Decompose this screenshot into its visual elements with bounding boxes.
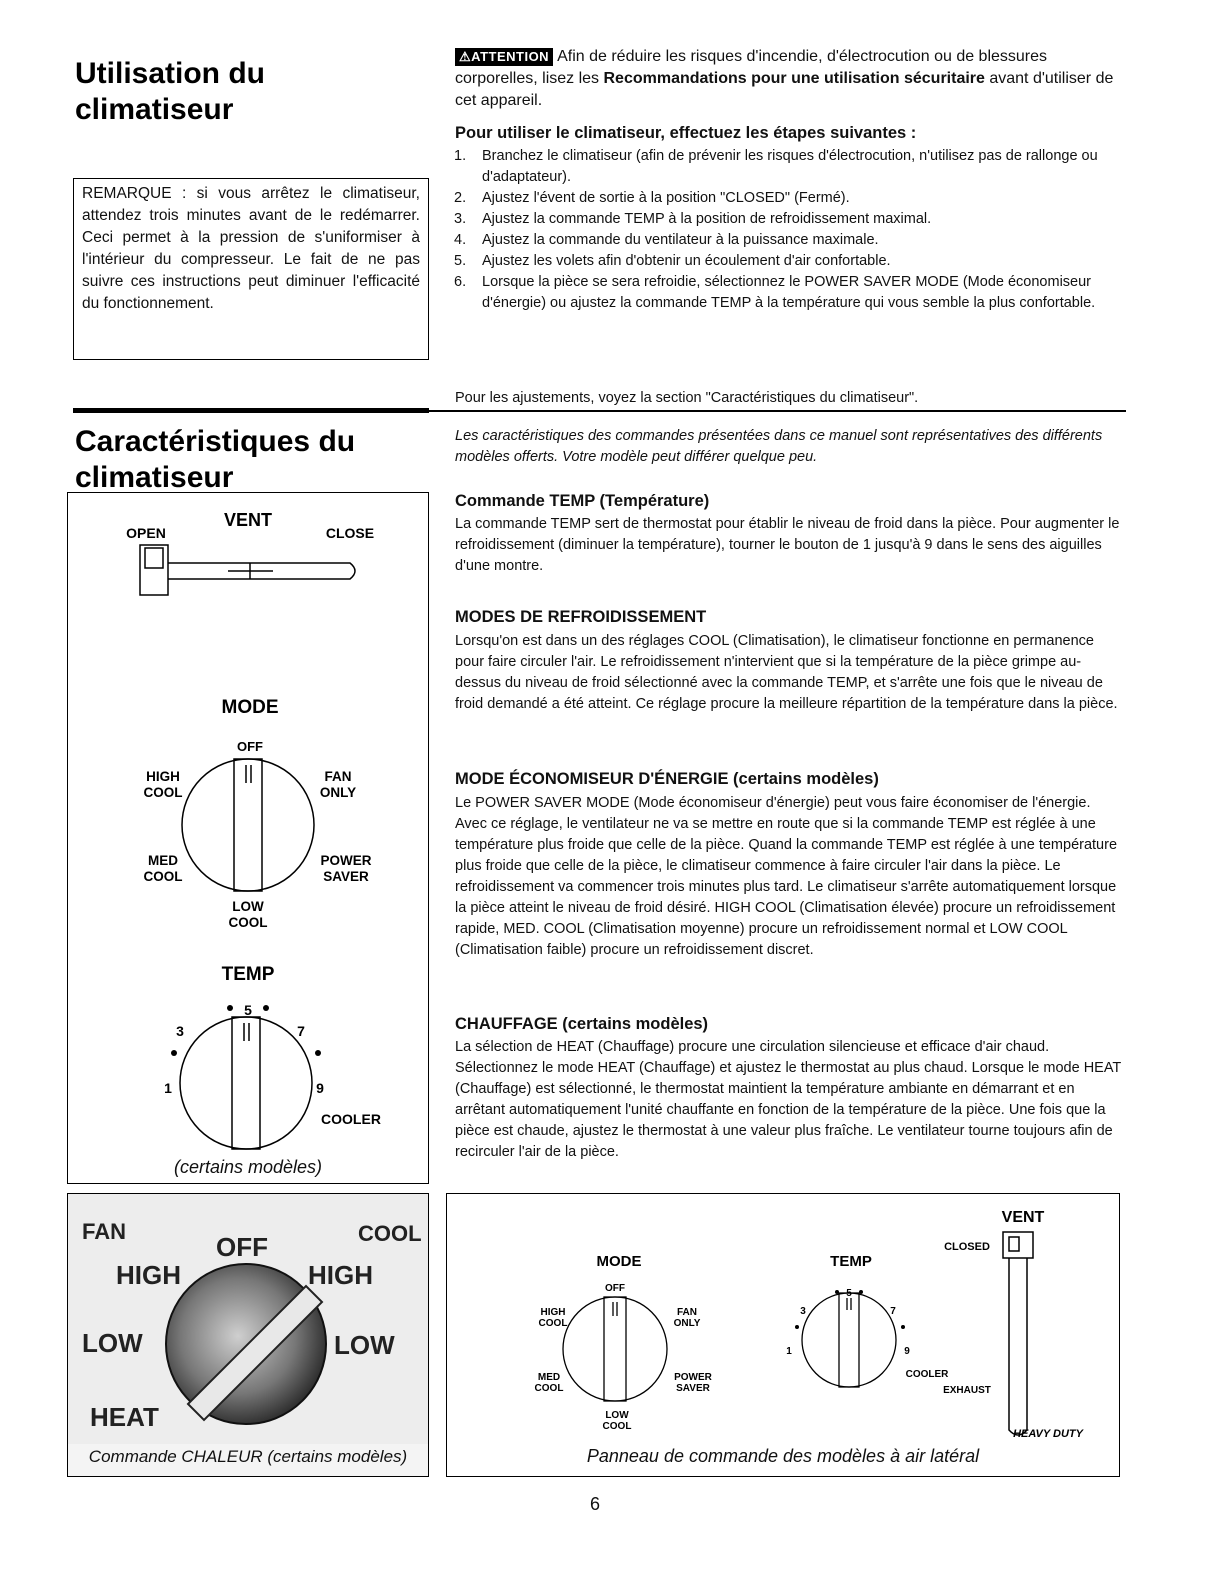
- p3-temp-label: TEMP: [830, 1253, 872, 1270]
- heat-high-left-label: HIGH: [116, 1260, 181, 1290]
- temp-7-label: 7: [297, 1023, 305, 1039]
- page-number: 6: [589, 1494, 600, 1514]
- mode-label: MODE: [221, 697, 279, 718]
- step-number: 6.: [454, 274, 467, 290]
- p3-power-label: POWER: [674, 1372, 712, 1383]
- modes-text: Lorsqu'on est dans un des réglages COOL (Climatisation), le climatiseur fonctionne en permanence pour faire circuler l'air. Le refroidissement n'intervient que si la température de la pièce grimpe au-dessus du niveau de froid sélectionné avec la commande TEMP, et s'arrête une fois que le niveau de froid demandé a été atteint. Ce réglage procure la meilleure répartition de la température dans la pièce.: [455, 633, 1118, 712]
- side-air-panel-svg: [447, 1194, 1119, 1444]
- step-number: 5.: [454, 253, 467, 269]
- p3-t1-label: 1: [786, 1346, 792, 1357]
- p3-exhaust-label: EXHAUST: [943, 1385, 991, 1396]
- step-number: 4.: [454, 232, 467, 248]
- p3-mode-label: MODE: [596, 1253, 642, 1270]
- mode-only-label: ONLY: [319, 785, 357, 800]
- vent-label: VENT: [223, 510, 273, 530]
- steps-list: [452, 146, 1127, 314]
- section-title-caracteristiques: [75, 424, 435, 496]
- heat-off-label: OFF: [216, 1232, 268, 1262]
- control-panel-svg: [68, 493, 428, 1183]
- p3-off-label: OFF: [605, 1283, 625, 1294]
- step-item: [452, 188, 1127, 209]
- mode-knob: [182, 759, 314, 891]
- title-line: climatiseur: [75, 461, 234, 494]
- title-line: Caractéristiques du: [75, 425, 356, 458]
- mode-high-cool-label: COOL: [143, 785, 183, 800]
- eco-text: Le POWER SAVER MODE (Mode économiseur d'énergie) peut vous faire économiser de l'énergie. Avec ce réglage, le ventilateur ne va se mettre en route que si la commande TEMP est réglée à une température plus froide que celle de la pièce. Quand la commande TEMP est réglée à une température plus froide que celle de la pièce, le climatiseur commence à faire circuler l'air dans la pièce. Le refroidissement va commencer trois minutes plus tard. Le climatiseur s'arrête automatiquement lorsque la pièce atteint le niveau de froid désiré. HIGH COOL (Climatisation élevée) procure un refroidissement rapide, MED. COOL (Climatisation moyenne) procure un refroidissement normal et LOW COOL (Climatisation faible) procure un refroidissement discret.: [455, 795, 1118, 958]
- step-text: Ajustez la commande du ventilateur à la puissance maximale.: [482, 232, 879, 248]
- heat-low-left-label: LOW: [82, 1328, 143, 1358]
- mode-high-label: HIGH: [146, 769, 180, 784]
- p3-t5-label: 5: [846, 1288, 852, 1299]
- p3-t3-label: 3: [800, 1306, 806, 1317]
- heat-heat-label: HEAT: [90, 1402, 159, 1432]
- heat-control-svg: [68, 1194, 428, 1444]
- mode-med-cool-label: COOL: [143, 869, 183, 884]
- mode-low-label: LOW: [232, 899, 264, 914]
- step-item: [452, 251, 1127, 272]
- p3-med-cool-label: COOL: [534, 1383, 564, 1394]
- p3-temp-knob: [802, 1293, 896, 1387]
- panel2-caption: Commande CHALEUR (certains modèles): [88, 1447, 408, 1466]
- p3-high-cool-label: COOL: [538, 1318, 568, 1329]
- temp-cooler-label: COOLER: [321, 1111, 381, 1127]
- warning-paragraph: [455, 46, 1125, 112]
- title-line: Utilisation du: [75, 57, 265, 90]
- p3-vent-label: VENT: [1001, 1209, 1045, 1226]
- step-text: Branchez le climatiseur (afin de prévenir les risques d'électrocution, n'utilisez pas de rallonge ou d'adaptateur).: [482, 148, 1098, 185]
- note-text: REMARQUE : si vous arrêtez le climatiseur, attendez trois minutes avant de le redémarrer. Ceci permet à la pression de s'uniformiser à l'intérieur du compresseur. Le fait de ne pas suivre ces instructions peut diminuer l'efficacité du fonctionnement.: [82, 185, 420, 312]
- step-text: Ajustez les volets afin d'obtenir un écoulement d'air confortable.: [482, 253, 891, 269]
- mode-saver-label: SAVER: [323, 869, 369, 884]
- mode-power-label: POWER: [320, 853, 372, 868]
- temp-5-label: 5: [244, 1002, 252, 1018]
- p3-low-cool-label: COOL: [602, 1421, 632, 1432]
- panel3-caption: Panneau de commande des modèles à air latéral: [586, 1446, 980, 1466]
- warning-text-end: avant d'utiliser de cet appareil.: [455, 70, 1114, 109]
- temp-knob: [180, 1017, 312, 1149]
- p3-only-label: ONLY: [673, 1318, 701, 1329]
- p3-heavy-duty-label: HEAVY DUTY: [1013, 1428, 1083, 1440]
- mode-off-label: OFF: [237, 739, 263, 754]
- heat-high-right-label: HIGH: [308, 1260, 373, 1290]
- warning-bold-text: Recommandations pour une utilisation sécuritaire: [603, 70, 985, 87]
- p3-low-label: LOW: [605, 1410, 629, 1421]
- vent-slider: [140, 545, 355, 595]
- step-text: Ajustez l'évent de sortie à la position "CLOSED" (Fermé).: [482, 190, 850, 206]
- modes-heading: MODES DE REFROIDISSEMENT: [455, 608, 707, 626]
- note-box: [73, 178, 429, 360]
- section-divider-thin: [429, 410, 1126, 412]
- mode-fan-label: FAN: [324, 769, 352, 784]
- step-text: Ajustez la commande TEMP à la position de refroidissement maximal.: [482, 211, 932, 227]
- step-number: 3.: [454, 211, 467, 227]
- heat-low-right-label: LOW: [334, 1330, 395, 1360]
- temp-heading: Commande TEMP (Température): [455, 492, 710, 510]
- step-item: [452, 146, 1127, 188]
- side-air-panel-diagram: [446, 1193, 1120, 1477]
- heat-fan-label: FAN: [82, 1219, 126, 1244]
- step-item: [452, 209, 1127, 230]
- step-number: 2.: [454, 190, 467, 206]
- mode-low-cool-label: COOL: [228, 915, 268, 930]
- heat-knob: [166, 1264, 326, 1424]
- section-divider-thick: [73, 408, 429, 413]
- warning-text: Afin de réduire les risques d'incendie, d'électrocution ou de blessures corporelles, lisez les: [455, 48, 1048, 87]
- temp-text: La commande TEMP sert de thermostat pour établir le niveau de froid dans la pièce. Pour augmenter le refroidissement (diminuer la température), tourner le bouton de 1 jusqu'à 9 dans le sens des aiguilles d'une montre.: [455, 516, 1120, 574]
- p3-saver-label: SAVER: [676, 1383, 710, 1394]
- step-text: Lorsque la pièce se sera refroidie, sélectionnez le POWER SAVER MODE (Mode économiseur d'énergie) ou ajustez la commande TEMP à la température qui vous semble la plus confortable.: [482, 274, 1096, 311]
- p3-closed-label: CLOSED: [944, 1241, 990, 1253]
- temp-9-label: 9: [316, 1080, 324, 1096]
- panel1-caption: (certains modèles): [173, 1157, 323, 1177]
- p3-fan-label: FAN: [677, 1307, 697, 1318]
- heat-control-diagram: [67, 1193, 429, 1477]
- eco-heading: MODE ÉCONOMISEUR D'ÉNERGIE (certains modèles): [455, 770, 879, 788]
- vent-open-label: OPEN: [126, 525, 166, 541]
- control-panel-diagram: [67, 492, 429, 1184]
- adjust-note: Pour les ajustements, voyez la section "Caractéristiques du climatiseur".: [455, 390, 919, 406]
- temp-label: TEMP: [221, 964, 275, 985]
- mode-med-label: MED: [148, 853, 178, 868]
- step-number: 1.: [454, 148, 467, 164]
- warning-icon: ⚠: [459, 49, 472, 64]
- steps-heading: Pour utiliser le climatiseur, effectuez les étapes suivantes :: [455, 124, 917, 142]
- warning-badge: [455, 48, 553, 66]
- p3-t9-label: 9: [904, 1346, 910, 1357]
- temp-1-label: 1: [164, 1080, 172, 1096]
- p3-mode-knob: [563, 1297, 667, 1401]
- vent-close-label: CLOSE: [325, 525, 375, 541]
- heat-text: La sélection de HEAT (Chauffage) procure une circulation silencieuse et efficace d'air chaud. Sélectionnez le mode HEAT (Chauffage) et ajustez le thermostat au plus chaud. Lorsque le mode HEAT (Chauffage) est sélectionné, le thermostat maintient la température ambiante en démarrant et en arrêtant automatiquement l'unité chauffante en fonction de la température de la pièce. Une fois que la pièce est chaude, ajustez le thermostat à une valeur plus fraîche. Le ventilateur tourne toujours afin de recirculer l'air de la pièce.: [455, 1039, 1122, 1160]
- step-item: [452, 230, 1127, 251]
- heat-heading: CHAUFFAGE (certains modèles): [455, 1015, 709, 1033]
- heat-cool-label: COOL: [358, 1221, 422, 1246]
- p3-t7-label: 7: [890, 1306, 896, 1317]
- p3-vent-slider: [1003, 1232, 1033, 1435]
- warning-badge-label: ATTENTION: [471, 49, 550, 64]
- p3-med-label: MED: [537, 1372, 561, 1383]
- section-title-utilisation: [75, 56, 415, 128]
- intro-italic: Les caractéristiques des commandes présentées dans ce manuel sont représentatives des différents modèles offerts. Votre modèle peut différer quelque peu.: [455, 428, 1103, 465]
- step-item: [452, 272, 1127, 314]
- title-line: climatiseur: [75, 93, 234, 126]
- temp-3-label: 3: [176, 1023, 184, 1039]
- p3-cooler-label: COOLER: [905, 1369, 949, 1380]
- p3-high-label: HIGH: [540, 1307, 566, 1318]
